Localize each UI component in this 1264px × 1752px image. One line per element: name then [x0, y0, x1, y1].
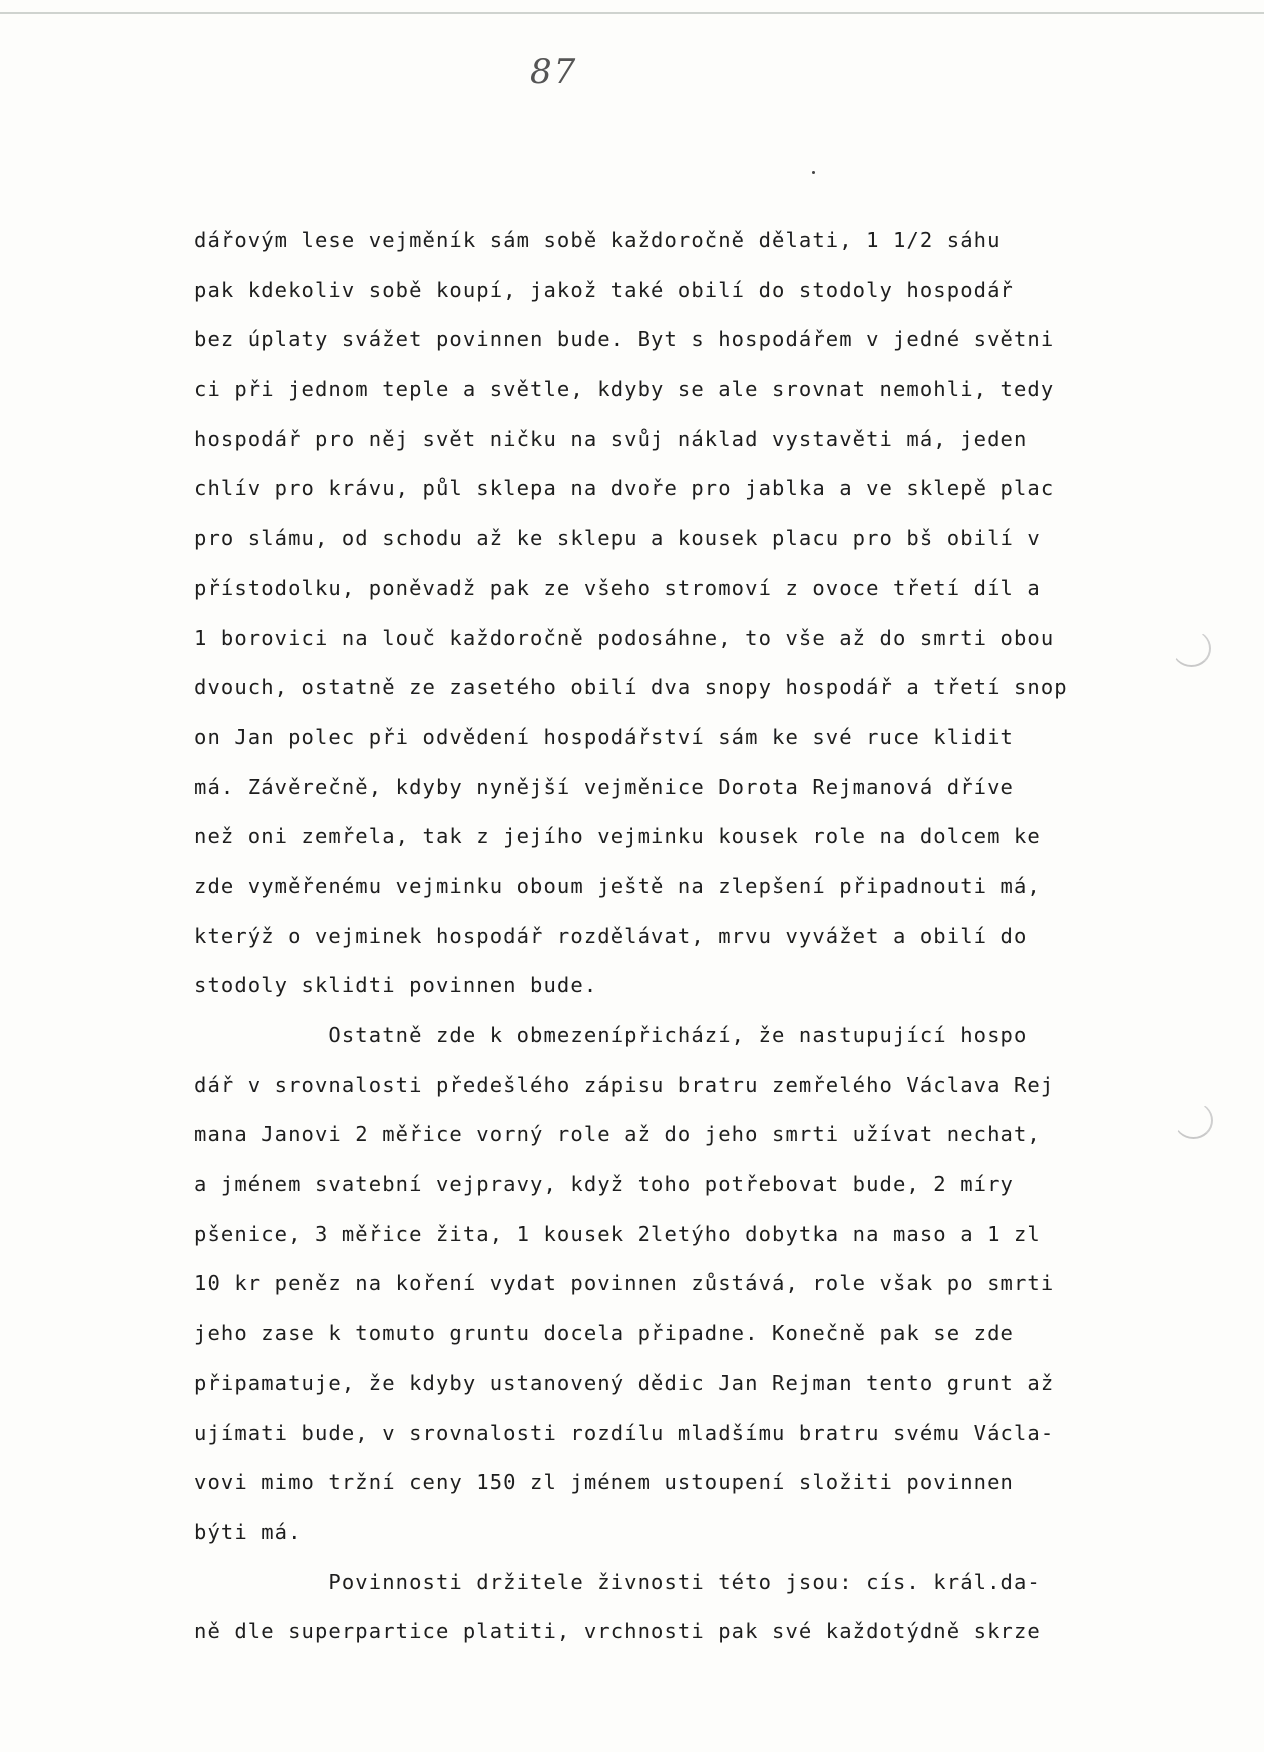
text-line: pro slámu, od schodu až ke sklepu a kousek placu pro bš obilí v	[194, 526, 1041, 551]
text-line: ujímati bude, v srovnalosti rozdílu mladšímu bratru svému Václa-	[194, 1420, 1055, 1445]
text-line: on Jan polec při odvědení hospodářství sám ke své ruce klidit	[194, 724, 1014, 749]
text-line: vovi mimo tržní ceny 150 zl jménem ustoupení složiti povinnen	[194, 1470, 1014, 1495]
text-line: dvouch, ostatně ze zasetého obilí dva snopy hospodář a třetí snop	[194, 675, 1068, 700]
typewritten-text	[194, 216, 1194, 1657]
text-line: pak kdekoliv sobě koupí, jakož také obilí do stodoly hospodář	[194, 277, 1014, 302]
text-line: dář v srovnalosti předešlého zápisu bratru zemřelého Václava Rej	[194, 1072, 1055, 1097]
text-line: a jménem svatební vejpravy, když toho potřebovat bude, 2 míry	[194, 1172, 1014, 1197]
text-line: hospodář pro něj svět ničku na svůj náklad vystavěti má, jeden	[194, 426, 1028, 451]
text-line: přístodolku, poněvadž pak ze všeho stromoví z ovoce třetí díl a	[194, 575, 1041, 600]
text-line: má. Závěrečně, kdyby nynější vejměnice Dorota Rejmanová dříve	[194, 774, 1014, 799]
text-line: ci při jednom teple a světle, kdyby se ale srovnat nemohli, tedy	[194, 377, 1055, 402]
text-line: dářovým lese vejměník sám sobě každoročně dělati, 1 1/2 sáhu	[194, 228, 1001, 252]
text-line: mana Janovi 2 měřice vorný role až do jeho smrti užívat nechat,	[194, 1122, 1041, 1147]
text-line: než oni zemřela, tak z jejího vejminku kousek role na dolcem ke	[194, 824, 1041, 849]
text-line: chlív pro krávu, půl sklepa na dvoře pro jablka a ve sklepě plac	[194, 476, 1055, 501]
text-line: kterýž o vejminek hospodář rozdělávat, mrvu vyvážet a obilí do	[194, 923, 1028, 948]
ink-speck	[812, 171, 815, 174]
text-line: Ostatně zde k obmezenípřichází, že nastupující hospo	[194, 1023, 1028, 1047]
text-line: Povinnosti držitele živnosti této jsou: cís. král.da-	[194, 1569, 1041, 1594]
top-border-line	[0, 12, 1264, 14]
text-line: 10 kr peněz na koření vydat povinnen zůstává, role však po smrti	[194, 1271, 1055, 1296]
handwritten-page-number: 87	[530, 52, 578, 92]
text-line: bez úplaty svážet povinnen bude. Byt s hospodářem v jedné světni	[194, 327, 1055, 352]
text-line: býti má.	[194, 1519, 302, 1544]
text-line: zde vyměřenému vejminku oboum ještě na zlepšení připadnouti má,	[194, 873, 1041, 898]
text-line: připamatuje, že kdyby ustanovený dědic Jan Rejman tento grunt až	[194, 1370, 1055, 1395]
text-line: stodoly sklidti povinnen bude.	[194, 973, 598, 998]
text-line: jeho zase k tomuto gruntu docela připadne. Konečně pak se zde	[194, 1321, 1014, 1346]
text-line: pšenice, 3 měřice žita, 1 kousek 2letýho dobytka na maso a 1 zl	[194, 1221, 1041, 1246]
text-line: 1 borovici na louč každoročně podosáhne, to vše až do smrti obou	[194, 625, 1055, 650]
text-line: ně dle superpartice platiti, vrchnosti pak své každotýdně skrze	[194, 1619, 1041, 1644]
